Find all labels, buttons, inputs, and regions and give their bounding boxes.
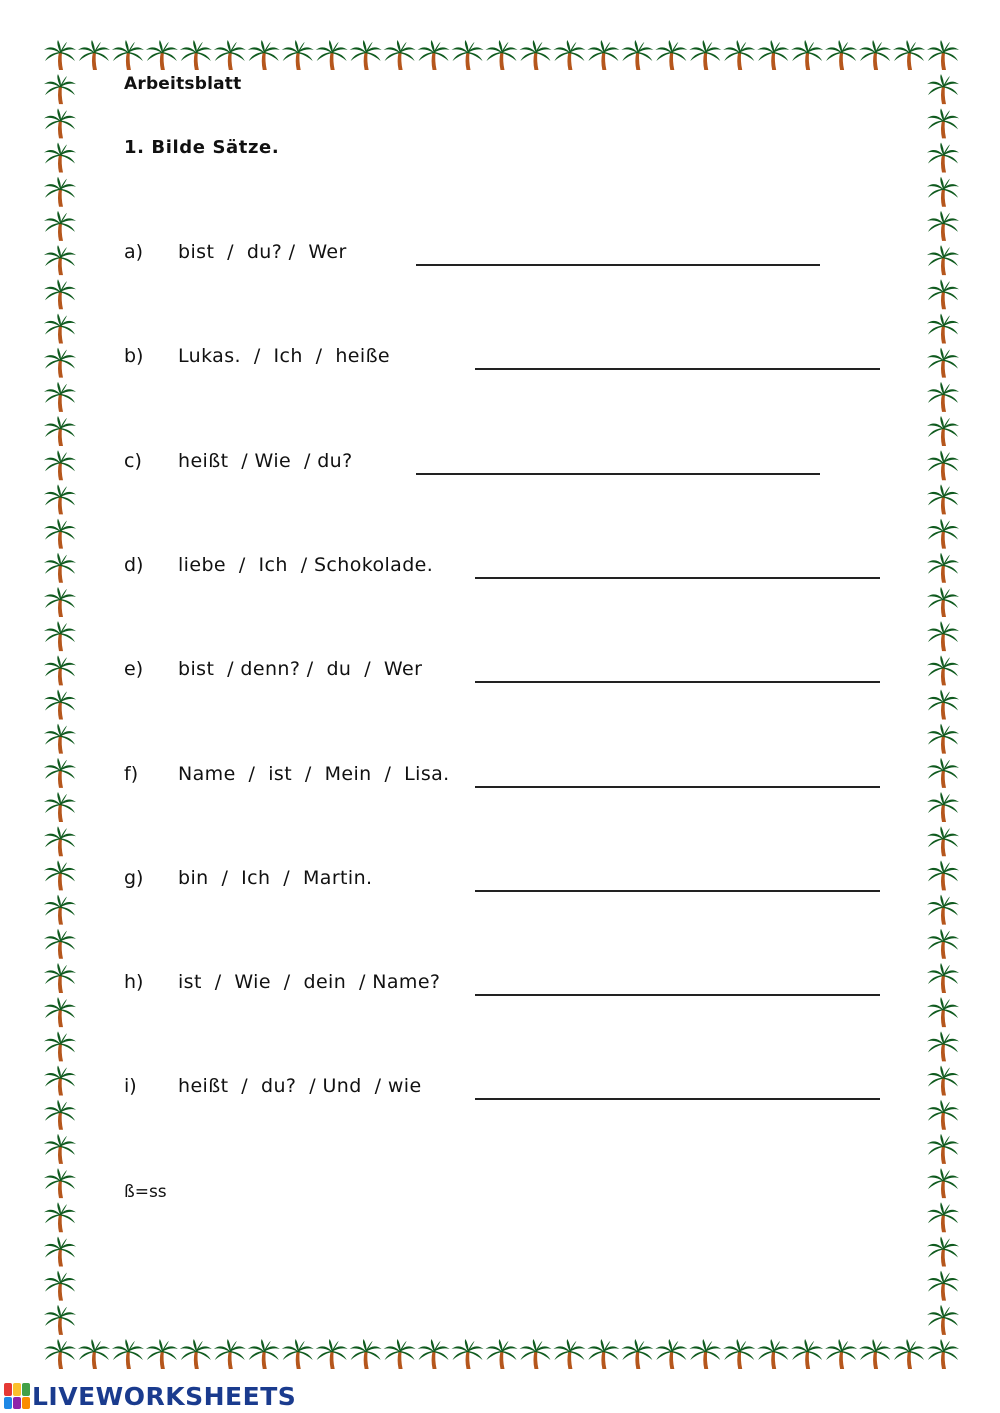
palm-tree-icon [927,313,959,343]
palm-tree-icon [587,1339,619,1369]
palm-tree-icon [859,1339,891,1369]
palm-tree-icon [621,40,653,70]
palm-tree-icon [44,143,76,173]
palm-tree-icon [927,724,959,754]
palm-tree-icon [282,1339,314,1369]
palm-tree-icon [112,1339,144,1369]
palm-tree-icon [621,1339,653,1369]
palm-tree-icon [112,40,144,70]
palm-tree-icon [180,1339,212,1369]
palm-tree-icon [44,929,76,959]
palm-tree-icon [927,40,959,70]
palm-tree-icon [655,40,687,70]
answer-line[interactable] [475,368,880,370]
palm-tree-icon [180,40,212,70]
palm-tree-icon [316,1339,348,1369]
palm-tree-icon [859,40,891,70]
palm-tree-icon [44,1236,76,1266]
palm-tree-icon [44,1305,76,1335]
palm-tree-icon [44,74,76,104]
scrambled-words: bin / Ich / Martin. [178,867,373,889]
scrambled-words: bist / du? / Wer [178,241,347,263]
scrambled-words: liebe / Ich / Schokolade. [178,554,434,576]
item-letter: e) [124,658,144,680]
scrambled-words: heißt / du? / Und / wie [178,1075,422,1097]
palm-tree-icon [689,40,721,70]
palm-tree-icon [44,1202,76,1232]
palm-tree-icon [519,40,551,70]
palm-tree-icon [214,1339,246,1369]
palm-tree-icon [927,1339,959,1369]
scrambled-words: Lukas. / Ich / heiße [178,345,391,367]
palm-tree-icon [587,40,619,70]
palm-tree-icon [723,1339,755,1369]
palm-tree-icon [44,211,76,241]
worksheet-title: Arbeitsblatt [124,74,242,94]
answer-line[interactable] [475,577,880,579]
palm-tree-icon [44,724,76,754]
answer-line[interactable] [416,473,820,475]
palm-tree-icon [350,40,382,70]
scrambled-words: Name / ist / Mein / Lisa. [178,763,450,785]
task-heading: 1. Bilde Sätze. [124,137,280,158]
palm-tree-icon [927,416,959,446]
palm-tree-icon [825,1339,857,1369]
palm-tree-icon [248,1339,280,1369]
liveworksheets-logo[interactable] [4,1382,296,1410]
palm-tree-icon [350,1339,382,1369]
palm-tree-icon [44,826,76,856]
palm-tree-icon [44,313,76,343]
palm-tree-icon [44,416,76,446]
palm-tree-icon [927,929,959,959]
palm-tree-icon [44,1168,76,1198]
palm-tree-icon [791,1339,823,1369]
palm-tree-icon [248,40,280,70]
palm-tree-icon [927,382,959,412]
task-item-h [0,971,1000,1011]
task-item-a [0,241,1000,281]
item-letter: i) [124,1075,137,1097]
answer-line[interactable] [475,1098,880,1100]
palm-tree-icon [927,1236,959,1266]
answer-line[interactable] [475,994,880,996]
palm-tree-icon [316,40,348,70]
palm-tree-icon [927,1168,959,1198]
logo-blocks-icon [4,1383,30,1409]
scrambled-words: bist / denn? / du / Wer [178,658,423,680]
palm-tree-icon [44,279,76,309]
palm-tree-icon [486,1339,518,1369]
palm-tree-icon [282,40,314,70]
task-item-e [0,658,1000,698]
item-letter: h) [124,971,144,993]
spelling-note: ß=ss [124,1182,167,1202]
task-item-i [0,1075,1000,1115]
task-item-c [0,450,1000,490]
palm-tree-icon [486,40,518,70]
palm-tree-icon [452,1339,484,1369]
palm-tree-icon [44,1339,76,1369]
palm-tree-icon [927,1202,959,1232]
palm-tree-icon [893,40,925,70]
palm-tree-icon [44,1134,76,1164]
scrambled-words: ist / Wie / dein / Name? [178,971,441,993]
palm-tree-icon [553,40,585,70]
answer-line[interactable] [416,264,820,266]
task-item-f [0,763,1000,803]
palm-tree-icon [384,40,416,70]
item-letter: g) [124,867,144,889]
palm-tree-icon [927,621,959,651]
palm-tree-icon [927,211,959,241]
palm-tree-icon [418,40,450,70]
task-item-d [0,554,1000,594]
palm-tree-icon [927,143,959,173]
palm-tree-icon [44,1031,76,1061]
palm-tree-icon [927,1305,959,1335]
item-letter: d) [124,554,144,576]
palm-tree-icon [78,1339,110,1369]
item-letter: b) [124,345,144,367]
palm-tree-icon [44,382,76,412]
palm-tree-icon [214,40,246,70]
brand-name: LIVEWORKSHEETS [32,1381,297,1411]
palm-tree-icon [927,177,959,207]
palm-tree-icon [44,177,76,207]
palm-tree-icon [519,1339,551,1369]
palm-tree-icon [927,826,959,856]
palm-tree-icon [452,40,484,70]
palm-tree-icon [893,1339,925,1369]
palm-tree-icon [384,1339,416,1369]
answer-line[interactable] [475,890,880,892]
item-letter: c) [124,450,142,472]
palm-tree-icon [927,1134,959,1164]
palm-tree-icon [927,1271,959,1301]
item-letter: f) [124,763,139,785]
palm-tree-icon [927,108,959,138]
palm-tree-icon [44,1271,76,1301]
answer-line[interactable] [475,681,880,683]
palm-tree-icon [927,74,959,104]
palm-tree-icon [927,519,959,549]
palm-tree-icon [78,40,110,70]
palm-tree-icon [44,621,76,651]
palm-tree-icon [825,40,857,70]
palm-tree-icon [655,1339,687,1369]
palm-tree-icon [418,1339,450,1369]
palm-tree-icon [146,1339,178,1369]
palm-tree-icon [689,1339,721,1369]
palm-tree-icon [927,1031,959,1061]
palm-tree-icon [927,279,959,309]
palm-tree-icon [757,1339,789,1369]
palm-tree-icon [791,40,823,70]
task-item-b [0,345,1000,385]
palm-tree-icon [146,40,178,70]
palm-tree-icon [757,40,789,70]
palm-tree-icon [44,108,76,138]
scrambled-words: heißt / Wie / du? [178,450,353,472]
palm-tree-icon [44,519,76,549]
palm-tree-icon [553,1339,585,1369]
palm-tree-icon [723,40,755,70]
answer-line[interactable] [475,786,880,788]
palm-tree-icon [44,40,76,70]
task-item-g [0,867,1000,907]
item-letter: a) [124,241,144,263]
